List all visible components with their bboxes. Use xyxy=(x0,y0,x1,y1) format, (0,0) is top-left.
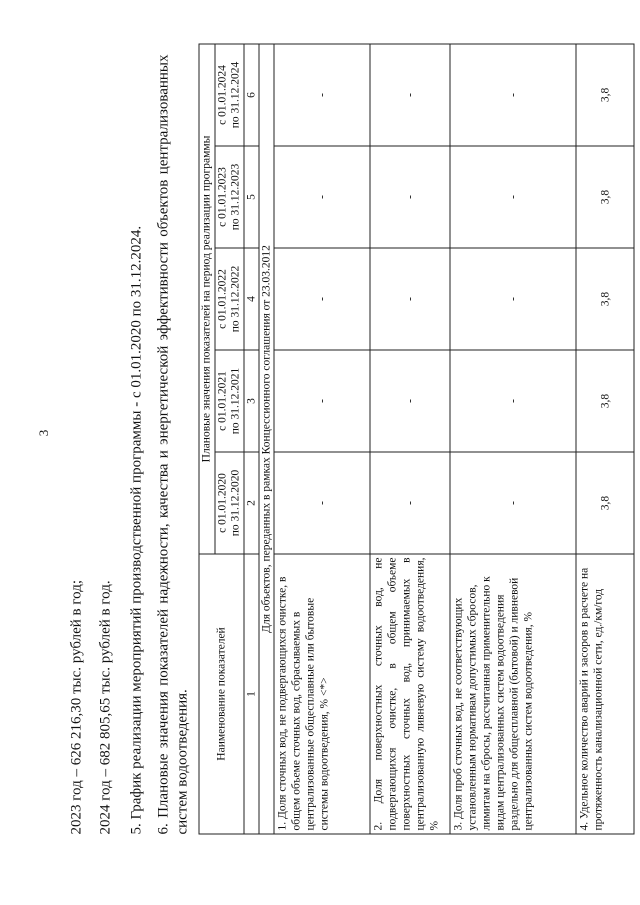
indicator-value: - xyxy=(274,146,370,248)
indicator-value: - xyxy=(274,350,370,452)
indicator-value: - xyxy=(450,44,576,146)
column-number: 6 xyxy=(244,44,259,146)
header-name: Наименование показателей xyxy=(199,554,244,834)
section-row xyxy=(259,44,274,834)
column-number-row xyxy=(244,44,259,834)
indicator-name: 3. Доля проб сточных вод, не соответствующих установленным нормативам допустимых сбросов, лимитам на сбросы, рассчитанная применительно к видам централизованных систем водоотведения раздельно для общесплавной (бытовой) и ливневой централизованных систем водоотведения, % xyxy=(450,554,576,834)
indicator-value: - xyxy=(450,452,576,554)
budget-line-2023: 2023 год – 626 216,30 тыс. рублей в год; xyxy=(68,579,85,835)
header-plan: Плановые значения показателей на период реализации программы xyxy=(199,44,215,554)
column-number: 5 xyxy=(244,146,259,248)
indicator-name: 4. Удельное количество аварий и засоров в расчете на протяженность канализационной сети, ед./км/год xyxy=(576,554,634,834)
indicator-value: - xyxy=(274,44,370,146)
indicator-value: 3,8 xyxy=(576,146,634,248)
indicators-table xyxy=(199,43,635,834)
indicator-value: - xyxy=(370,146,450,248)
indicator-value: - xyxy=(450,350,576,452)
table-row xyxy=(576,44,634,834)
indicator-name: 1. Доля сточных вод, не подвергающихся очистке, в общем объеме сточных вод, сбрасываемых в централизованные общесплавные или бытовые системы водоотведения, % <*> xyxy=(274,554,370,834)
period-header: с 01.01.2021 по 31.12.2021 xyxy=(215,350,244,452)
period-header: с 01.01.2024 по 31.12.2024 xyxy=(215,44,244,146)
table-row xyxy=(450,44,576,834)
section-5-heading: 5. График реализации мероприятий производственной программы - с 01.01.2020 по 31.12.2024. xyxy=(128,225,145,835)
budget-line-2024: 2024 год – 682 805,65 тыс. рублей в год. xyxy=(97,580,114,835)
rotated-content xyxy=(1,0,640,905)
table-row xyxy=(274,44,370,834)
table-row xyxy=(370,44,450,834)
period-header: с 01.01.2023 по 31.12.2023 xyxy=(215,146,244,248)
indicator-value: - xyxy=(370,248,450,350)
period-header: с 01.01.2020 по 31.12.2020 xyxy=(215,452,244,554)
table-header-row xyxy=(199,44,215,834)
section-6-heading: 6. Плановые значения показателей надежности, качества и энергетической эффективности объектов централизованных систем водоотведения. xyxy=(155,54,191,835)
page-number: 3 xyxy=(36,429,51,437)
column-number: 2 xyxy=(244,452,259,554)
indicator-value: - xyxy=(370,452,450,554)
period-header: с 01.01.2022 по 31.12.2022 xyxy=(215,248,244,350)
indicator-value: - xyxy=(370,44,450,146)
indicator-value: 3,8 xyxy=(576,44,634,146)
indicator-value: - xyxy=(370,350,450,452)
indicator-value: - xyxy=(450,248,576,350)
section-label: Для объектов, переданных в рамках Концессионного соглашения от 23.03.2012 xyxy=(259,44,274,834)
indicator-value: 3,8 xyxy=(576,452,634,554)
indicator-value: 3,8 xyxy=(576,350,634,452)
indicator-value: - xyxy=(274,452,370,554)
column-number: 3 xyxy=(244,350,259,452)
indicator-name: 2. Доля поверхностных сточных вод, не подвергающихся очистке, в общем объеме поверхностных сточных вод, принимаемых в централизованную ливневую систему водоотведения, % xyxy=(370,554,450,834)
column-number: 1 xyxy=(244,554,259,834)
indicator-value: - xyxy=(450,146,576,248)
indicator-value: - xyxy=(274,248,370,350)
column-number: 4 xyxy=(244,248,259,350)
indicator-value: 3,8 xyxy=(576,248,634,350)
